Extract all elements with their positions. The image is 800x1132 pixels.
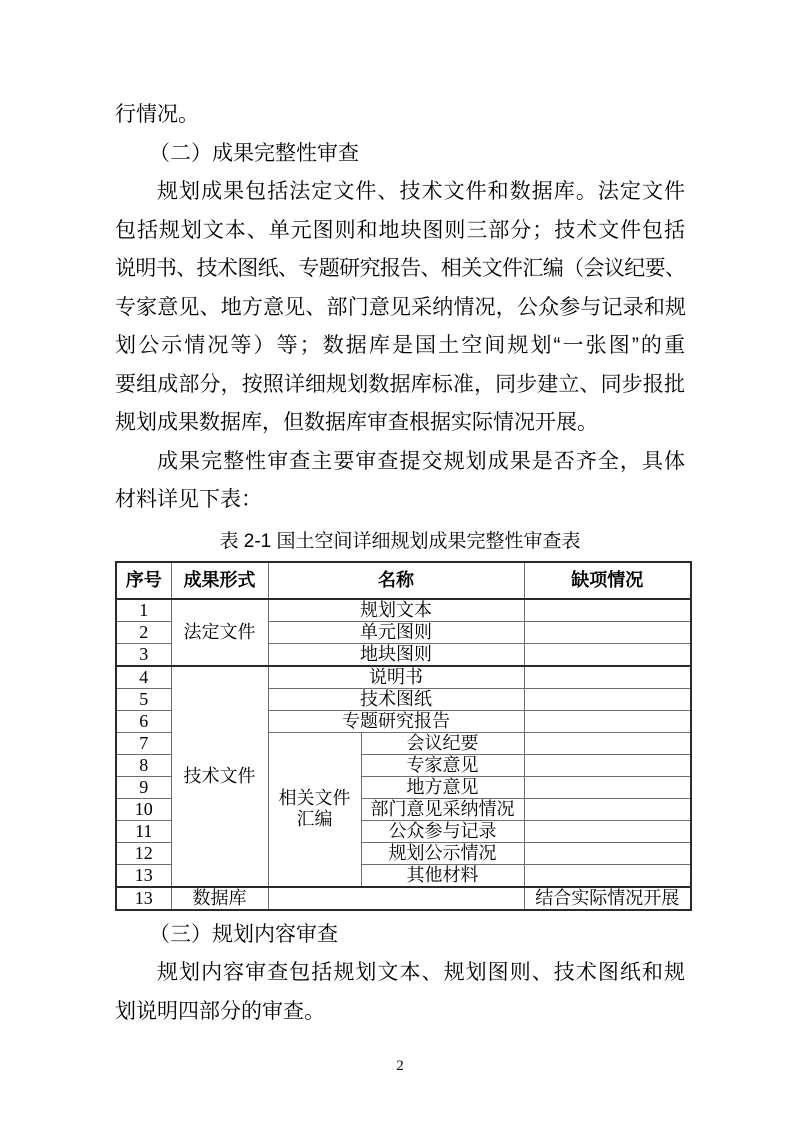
body-line-3: 规划成果包括法定文件、技术文件和数据库。法定文件: [157, 180, 685, 203]
header-form: 成果形式: [171, 562, 268, 599]
name-cell: 说明书: [268, 666, 524, 689]
name-cell: 专题研究报告: [268, 710, 524, 732]
body-line-13: 划说明四部分的审查。: [115, 999, 325, 1023]
body-line-8: 要组成部分，按照详细规划数据库标准，同步建立、同步报批: [115, 372, 685, 396]
serial-cell: 2: [116, 621, 171, 643]
serial-cell: 9: [116, 776, 171, 798]
serial-cell: 8: [116, 754, 171, 776]
name-cell: 其他材料: [361, 864, 524, 887]
missing-cell: [524, 820, 691, 842]
serial-cell: 12: [116, 842, 171, 864]
body-line-4: 包括规划文本、单元图则和地块图则三部分；技术文件包括: [115, 218, 685, 242]
header-serial: 序号: [116, 562, 171, 599]
form-group-technical: 技术文件: [171, 666, 268, 887]
serial-cell: 11: [116, 820, 171, 842]
serial-cell: 6: [116, 710, 171, 732]
serial-cell: 10: [116, 798, 171, 820]
serial-cell: 7: [116, 732, 171, 754]
table-row: [116, 887, 691, 910]
name-cell: 部门意见采纳情况: [361, 798, 524, 820]
missing-cell: [524, 754, 691, 776]
header-missing: 缺项情况: [524, 562, 691, 599]
section-heading-3: （三）规划内容审查: [149, 922, 338, 946]
serial-cell: 13: [116, 864, 171, 887]
name-cell: 专家意见: [361, 754, 524, 776]
body-line-1: 行情况。: [115, 103, 199, 126]
missing-cell: [524, 776, 691, 798]
missing-cell: 结合实际情况开展: [524, 887, 691, 910]
body-line-11: 材料详见下表：: [115, 488, 262, 511]
body-line-9: 规划成果数据库，但数据库审查根据实际情况开展。: [115, 411, 598, 434]
name-cell: 地块图则: [268, 643, 524, 666]
missing-cell: [524, 864, 691, 887]
header-name: 名称: [268, 562, 524, 599]
body-line-5: 说明书、技术图纸、专题研究报告、相关文件汇编（会议纪要、: [115, 257, 685, 280]
missing-cell: [524, 842, 691, 864]
table-caption: 表 2-1 国土空间详细规划成果完整性审查表: [219, 530, 581, 552]
name-group-compilation: 相关文件汇编: [268, 732, 361, 887]
missing-cell: [524, 666, 691, 689]
missing-cell: [524, 643, 691, 666]
serial-cell: 4: [116, 666, 171, 689]
table-row: [116, 666, 691, 689]
serial-cell: 1: [116, 599, 171, 622]
serial-cell: 13: [116, 887, 171, 910]
form-group-legal: 法定文件: [171, 599, 268, 666]
completeness-review-table: [115, 561, 692, 911]
missing-cell: [524, 710, 691, 732]
name-cell: 技术图纸: [268, 688, 524, 710]
missing-cell: [524, 599, 691, 622]
name-cell: 规划文本: [268, 599, 524, 622]
name-cell: 会议纪要: [361, 732, 524, 754]
name-cell: [268, 887, 524, 910]
page-number: 2: [396, 1058, 404, 1074]
section-heading-2: （二）成果完整性审查: [149, 141, 359, 165]
body-line-10: 成果完整性审查主要审查提交规划成果是否齐全，具体: [157, 449, 685, 473]
body-line-6: 专家意见、地方意见、部门意见采纳情况，公众参与记录和规: [115, 295, 685, 319]
document-content: [115, 96, 685, 1031]
name-cell: 公众参与记录: [361, 820, 524, 842]
missing-cell: [524, 798, 691, 820]
table-header-row: [116, 562, 691, 599]
form-group-database: 数据库: [171, 887, 268, 910]
table-row: [116, 599, 691, 622]
serial-cell: 5: [116, 688, 171, 710]
body-line-7: 划公示情况等）等；数据库是国土空间规划“一张图”的重: [115, 334, 685, 357]
name-cell: 单元图则: [268, 621, 524, 643]
missing-cell: [524, 688, 691, 710]
name-cell: 规划公示情况: [361, 842, 524, 864]
missing-cell: [524, 621, 691, 643]
serial-cell: 3: [116, 643, 171, 666]
missing-cell: [524, 732, 691, 754]
body-line-12: 规划内容审查包括规划文本、规划图则、技术图纸和规: [157, 961, 685, 984]
name-cell: 地方意见: [361, 776, 524, 798]
